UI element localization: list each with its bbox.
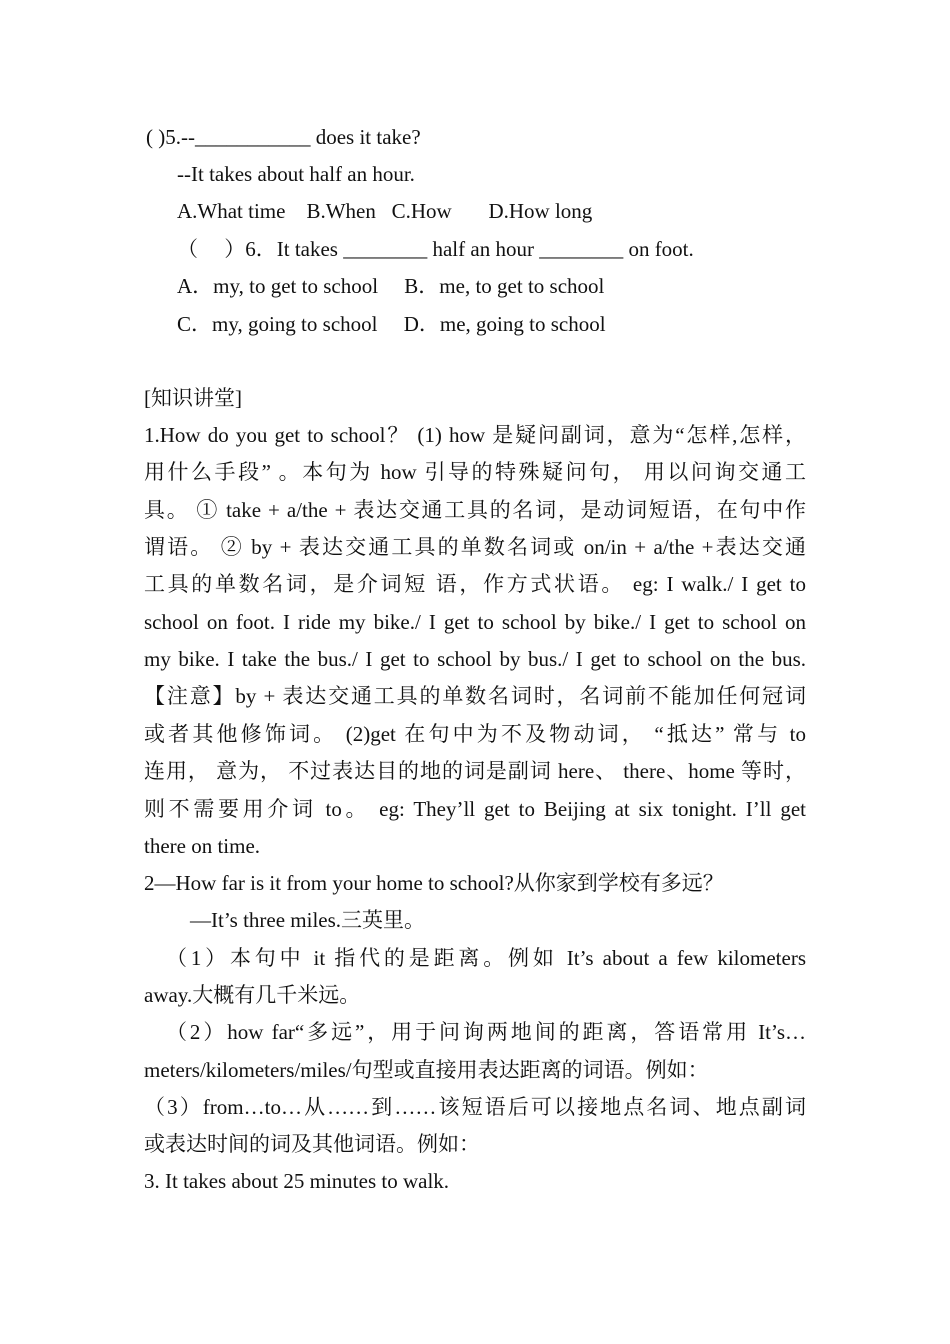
point1-line-6: school on foot. I ride my bike./ I get to school by bike./ I get to school on bbox=[144, 610, 806, 634]
question-5-stem: ( )5.--___________ does it take? bbox=[146, 125, 421, 149]
point3-text: 3. It takes about 25 minutes to walk. bbox=[144, 1169, 450, 1193]
point2-note2-line2: meters/kilometers/miles/句型或直接用表达距离的词语。例如： bbox=[144, 1058, 709, 1082]
section-heading: [知识讲堂] bbox=[144, 386, 242, 410]
point1-line-5: 工具的单数名词，是介词短 语，作方式状语。 eg: I walk./ I get to bbox=[144, 572, 806, 596]
point1-line-12: there on time. bbox=[144, 834, 261, 858]
point1-line-2: 用什么手段” 。本句为 how 引导的特殊疑问句， 用以问询交通工 bbox=[144, 460, 806, 484]
point1-line-11: 则不需要用介词 to。 eg: They’ll get to Beijing at six tonight. I’ll get bbox=[144, 797, 806, 821]
point1-line-7: my bike. I take the bus./ I get to school by bus./ I get to school on the bus. bbox=[144, 647, 806, 671]
point2-note3-line1: （3）from…to…从……到……该短语后可以接地点名词、地点副词 bbox=[144, 1095, 806, 1119]
question-6-stem: （ ）6．It takes ________ half an hour ________ on foot. bbox=[177, 237, 694, 261]
question-5-answer: --It takes about half an hour. bbox=[177, 162, 415, 186]
point1-line-9: 或者其他修饰词。 (2)get 在句中为不及物动词， “抵达” 常与 to bbox=[144, 722, 806, 746]
point1-line-4: 谓语。 ② by + 表达交通工具的单数名词或 on/in + a/the +表达交通 bbox=[144, 535, 806, 559]
point2-note3-line2: 或表达时间的词及其他词语。例如： bbox=[144, 1132, 480, 1156]
question-5-options: A.What time B.When C.How D.How long bbox=[177, 199, 593, 223]
point1-line-3: 具。 ① take + a/the + 表达交通工具的名词，是动词短语，在句中作 bbox=[144, 498, 806, 522]
point2-note1-line2: away.大概有几千米远。 bbox=[144, 983, 361, 1007]
point1-line-1: 1.How do you get to school？ (1) how 是疑问副词，意为“怎样,怎样， bbox=[144, 423, 806, 447]
point1-line-10: 连用， 意为， 不过表达目的地的词是副词 here、 there、home 等时， bbox=[144, 759, 806, 783]
question-6-options-ab: A．my, to get to school B．me, to get to school bbox=[177, 274, 605, 298]
point2-question: 2—How far is it from your home to school?从你家到学校有多远？ bbox=[144, 871, 724, 895]
question-6-options-cd: C．my, going to school D．me, going to school bbox=[177, 312, 606, 336]
point2-note1-line1: （1）本句中 it 指代的是距离。例如 It’s about a few kilometers bbox=[166, 946, 806, 970]
point1-line-8: 【注意】by + 表达交通工具的单数名词时，名词前不能加任何冠词 bbox=[144, 684, 806, 708]
point2-answer: —It’s three miles.三英里。 bbox=[190, 908, 426, 932]
point2-note2-line1: （2）how far“多远”，用于问询两地间的距离，答语常用 It’s… bbox=[166, 1020, 806, 1044]
